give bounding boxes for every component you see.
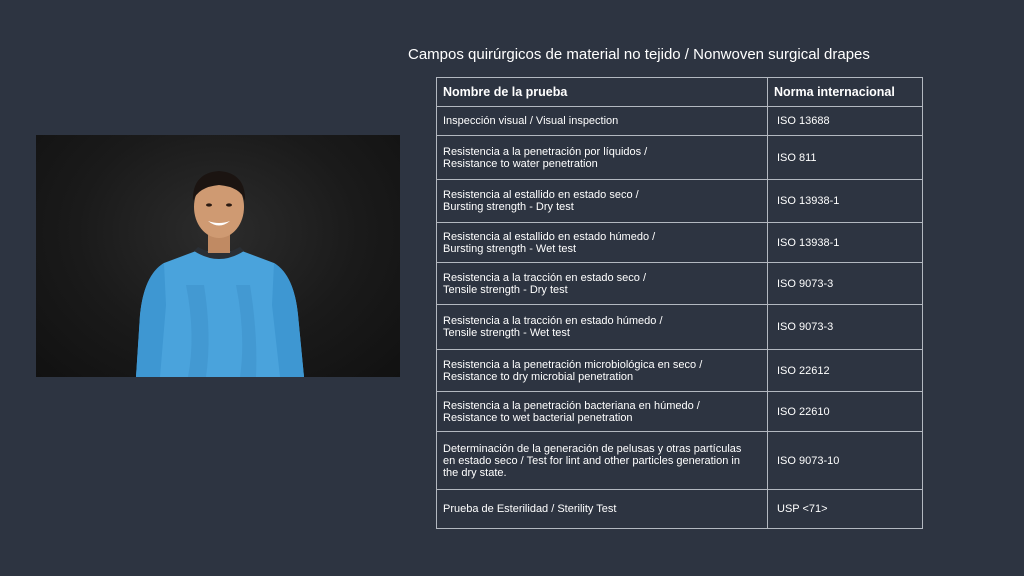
table-row xyxy=(437,263,923,305)
table-row xyxy=(437,432,923,490)
test-standard: ISO 13938-1 xyxy=(768,223,923,263)
test-name: Resistencia a la tracción en estado seco / Tensile strength - Dry test xyxy=(437,263,768,305)
person-illustration xyxy=(36,135,400,377)
test-standard: ISO 9073-10 xyxy=(768,432,923,490)
table-row xyxy=(437,223,923,263)
test-standard: ISO 811 xyxy=(768,136,923,180)
test-standard: ISO 22612 xyxy=(768,350,923,392)
test-name: Prueba de Esterilidad / Sterility Test xyxy=(437,490,768,529)
page-title: Campos quirúrgicos de material no tejido / Nonwoven surgical drapes xyxy=(408,46,870,63)
header-test-name: Nombre de la prueba xyxy=(437,78,768,107)
test-name: Resistencia a la penetración microbiológica en seco / Resistance to dry microbial penetration xyxy=(437,350,768,392)
table-row xyxy=(437,490,923,529)
test-standard: ISO 9073-3 xyxy=(768,263,923,305)
table-row xyxy=(437,136,923,180)
test-standard: ISO 9073-3 xyxy=(768,305,923,350)
test-name: Determinación de la generación de pelusas y otras partículas en estado seco / Test for lint and other particles generation in the dry state. xyxy=(437,432,768,490)
test-standard: ISO 13688 xyxy=(768,107,923,136)
table-row xyxy=(437,305,923,350)
test-name: Resistencia a la penetración por líquidos / Resistance to water penetration xyxy=(437,136,768,180)
table-row xyxy=(437,107,923,136)
test-name: Resistencia a la penetración bacteriana en húmedo / Resistance to wet bacterial penetration xyxy=(437,392,768,432)
test-standard: ISO 22610 xyxy=(768,392,923,432)
header-standard: Norma internacional xyxy=(768,78,923,107)
tests-table xyxy=(436,77,923,529)
table-row xyxy=(437,350,923,392)
test-name: Resistencia al estallido en estado seco / Bursting strength - Dry test xyxy=(437,180,768,223)
person-photo xyxy=(36,135,400,377)
table-row xyxy=(437,392,923,432)
test-name: Resistencia al estallido en estado húmedo / Bursting strength - Wet test xyxy=(437,223,768,263)
table-row xyxy=(437,180,923,223)
test-name: Resistencia a la tracción en estado húmedo / Tensile strength - Wet test xyxy=(437,305,768,350)
test-standard: USP <71> xyxy=(768,490,923,529)
table-header-row xyxy=(437,78,923,107)
test-name: Inspección visual / Visual inspection xyxy=(437,107,768,136)
test-standard: ISO 13938-1 xyxy=(768,180,923,223)
